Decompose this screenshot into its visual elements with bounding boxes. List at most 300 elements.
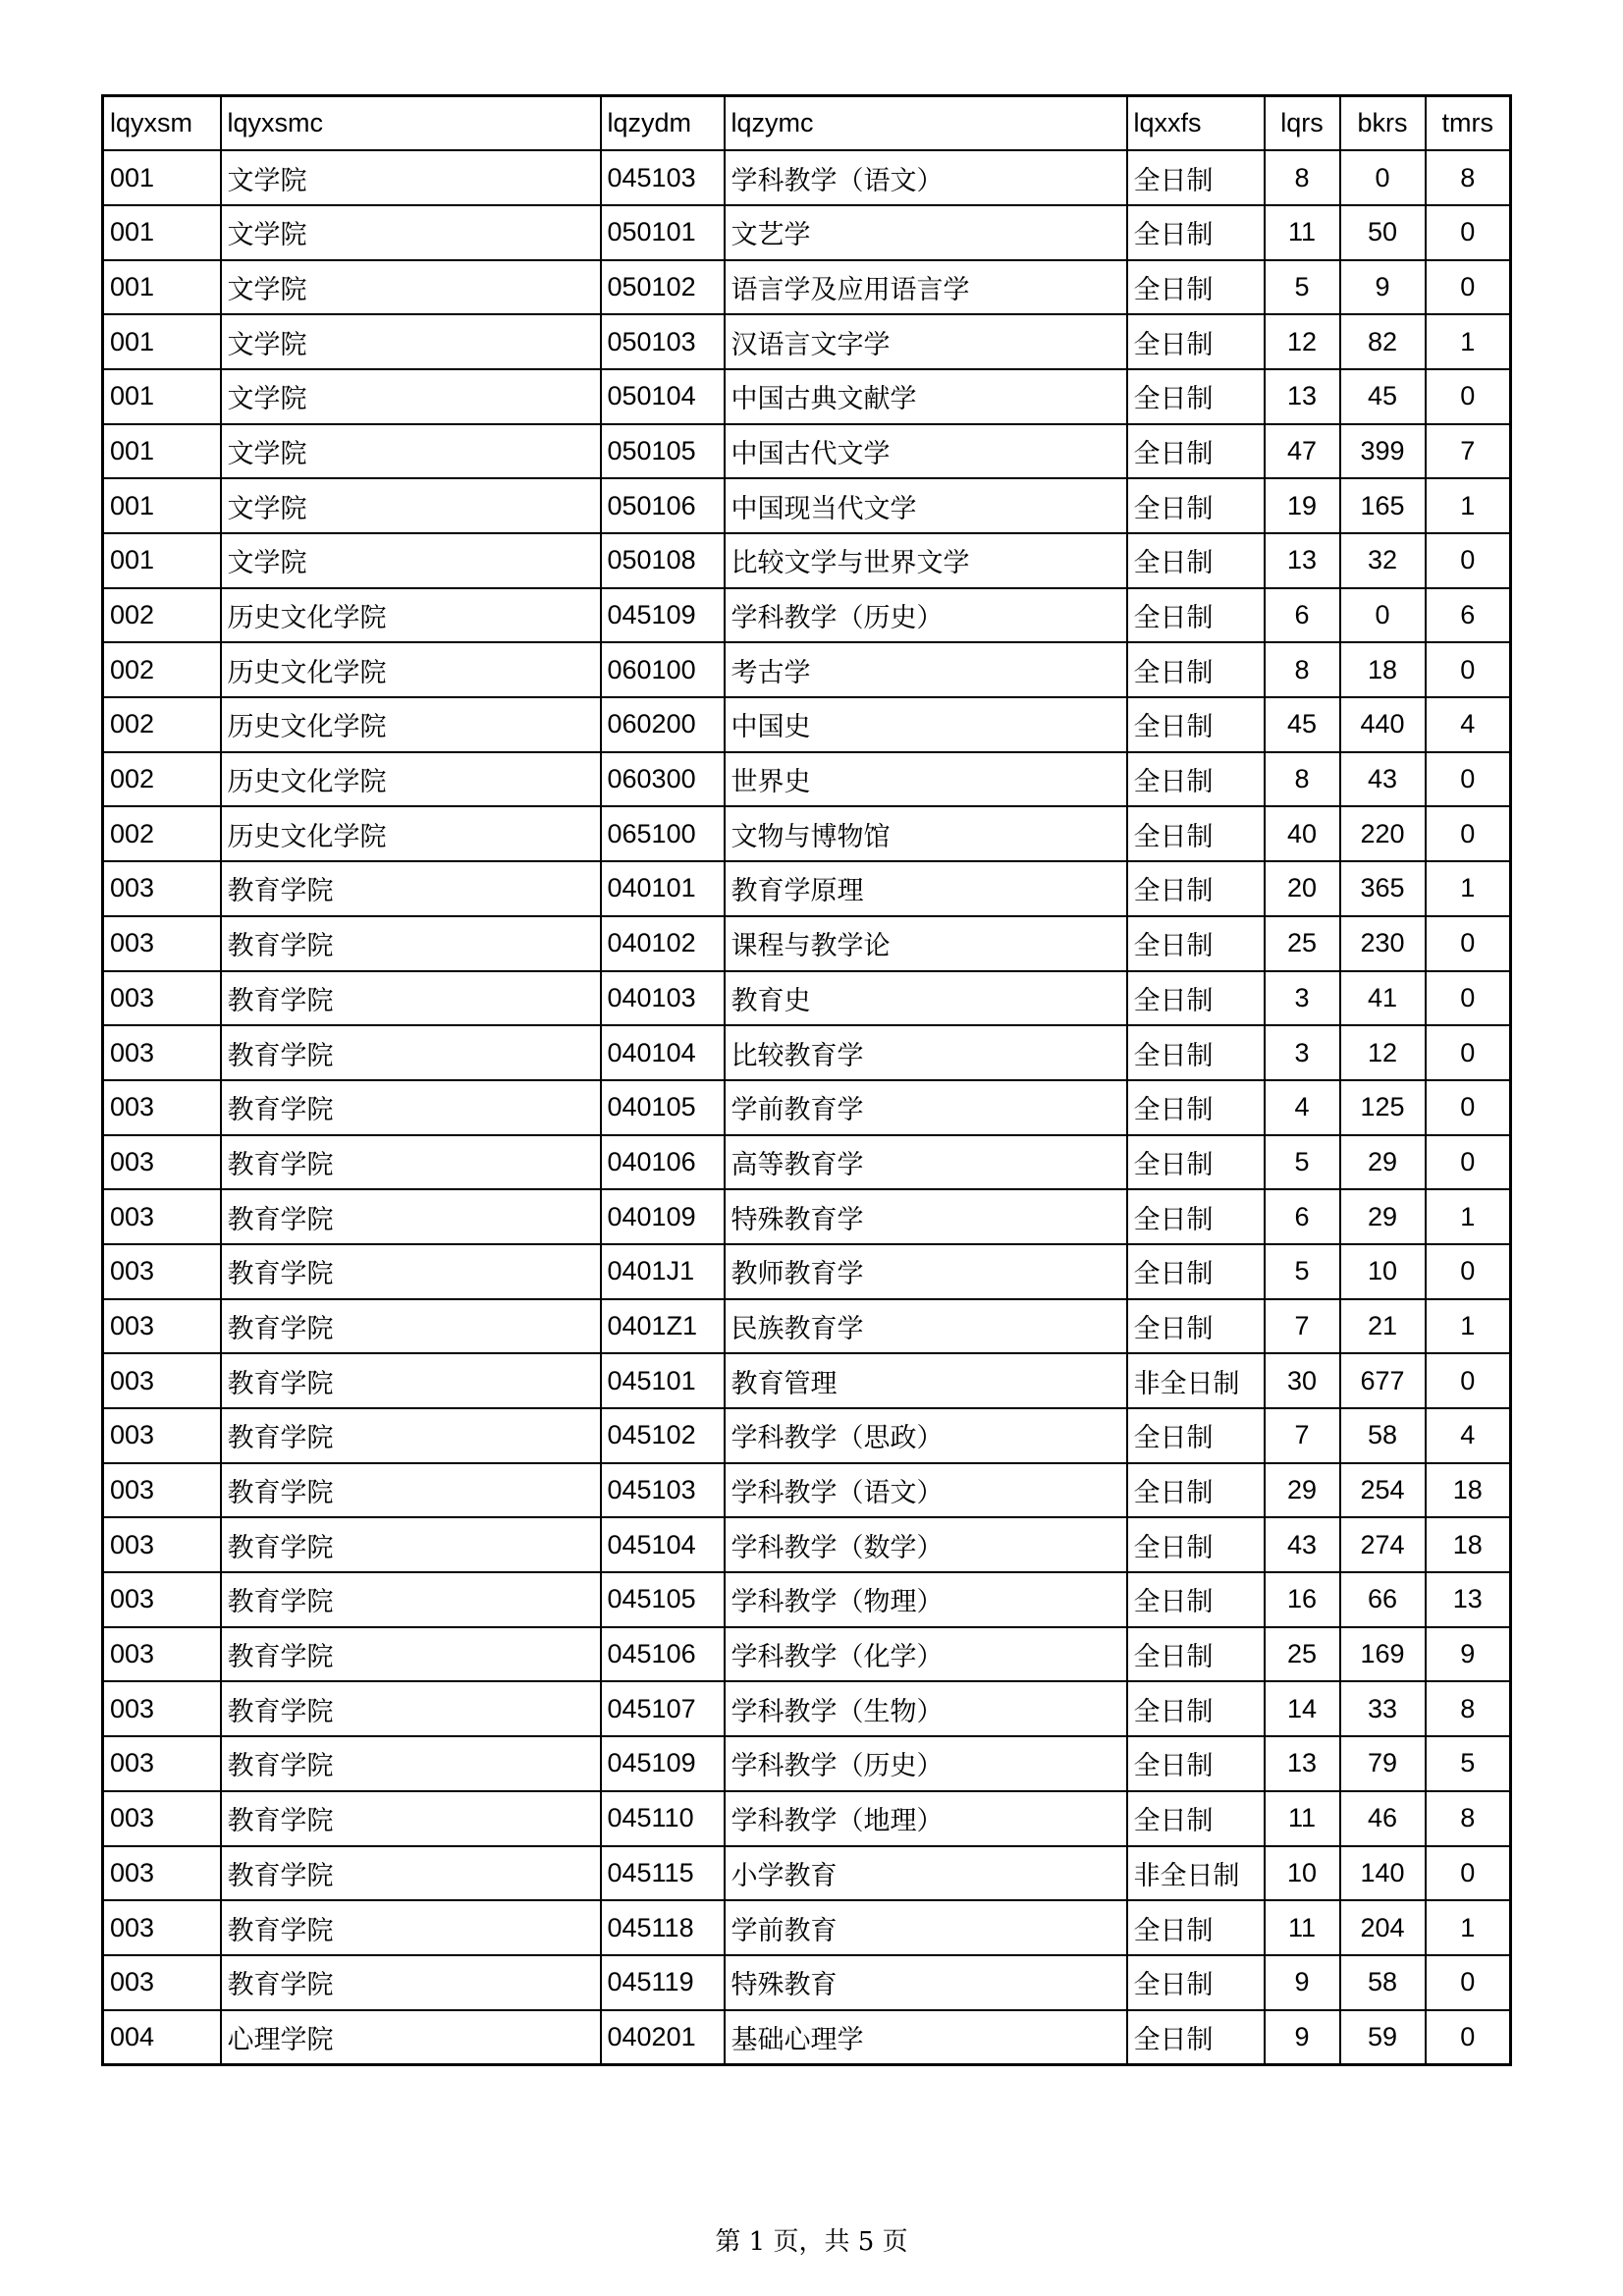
cell-admitted-count: 11 [1265,205,1340,260]
cell-exempt-count: 1 [1426,478,1511,533]
cell-study-mode: 全日制 [1127,205,1265,260]
cell-major-code: 050106 [601,478,725,533]
table-row [103,588,1511,643]
cell-admitted-count: 25 [1265,1627,1340,1682]
cell-study-mode: 全日制 [1127,314,1265,369]
cell-major-code: 045104 [601,1517,725,1572]
table-row [103,1736,1511,1791]
cell-admitted-count: 8 [1265,642,1340,697]
header-cell-lqxxfs: lqxxfs [1127,96,1265,151]
cell-college-name: 文学院 [221,369,601,424]
cell-admitted-count: 43 [1265,1517,1340,1572]
cell-admitted-count: 6 [1265,588,1340,643]
cell-study-mode: 全日制 [1127,1900,1265,1955]
cell-study-mode: 全日制 [1127,2010,1265,2065]
cell-major-name: 教育管理 [725,1353,1127,1408]
admissions-table [101,94,1512,2066]
cell-exempt-count: 0 [1426,971,1511,1026]
cell-major-name: 学科教学（思政） [725,1408,1127,1463]
cell-applicant-count: 204 [1340,1900,1426,1955]
cell-major-name: 中国古代文学 [725,424,1127,479]
header-row [103,96,1511,151]
table-row [103,1517,1511,1572]
cell-applicant-count: 41 [1340,971,1426,1026]
cell-study-mode: 全日制 [1127,1025,1265,1080]
cell-major-code: 045103 [601,1463,725,1518]
cell-major-name: 比较文学与世界文学 [725,533,1127,588]
cell-college-name: 教育学院 [221,1900,601,1955]
cell-applicant-count: 29 [1340,1189,1426,1244]
table-row [103,150,1511,205]
table-row [103,2010,1511,2065]
cell-applicant-count: 82 [1340,314,1426,369]
cell-college-code: 003 [103,1572,221,1627]
cell-admitted-count: 45 [1265,697,1340,752]
cell-applicant-count: 45 [1340,369,1426,424]
cell-college-name: 教育学院 [221,1080,601,1135]
cell-major-code: 040109 [601,1189,725,1244]
cell-applicant-count: 29 [1340,1135,1426,1190]
cell-major-name: 语言学及应用语言学 [725,260,1127,315]
cell-major-code: 045101 [601,1353,725,1408]
cell-exempt-count: 0 [1426,369,1511,424]
cell-major-name: 世界史 [725,752,1127,807]
cell-admitted-count: 16 [1265,1572,1340,1627]
cell-study-mode: 全日制 [1127,1299,1265,1354]
cell-study-mode: 全日制 [1127,588,1265,643]
cell-admitted-count: 47 [1265,424,1340,479]
header-cell-lqrs: lqrs [1265,96,1340,151]
cell-admitted-count: 30 [1265,1353,1340,1408]
cell-admitted-count: 3 [1265,971,1340,1026]
cell-college-name: 教育学院 [221,1025,601,1080]
cell-major-name: 中国史 [725,697,1127,752]
cell-admitted-count: 13 [1265,533,1340,588]
cell-college-code: 003 [103,916,221,971]
page-footer: 第 1 页，共 5 页 [715,2227,908,2257]
cell-admitted-count: 8 [1265,150,1340,205]
table-row [103,1135,1511,1190]
cell-exempt-count: 0 [1426,1353,1511,1408]
header-cell-lqyxsmc: lqyxsmc [221,96,601,151]
cell-admitted-count: 11 [1265,1791,1340,1846]
cell-college-code: 002 [103,642,221,697]
cell-major-name: 学科教学（历史） [725,588,1127,643]
cell-college-code: 003 [103,1517,221,1572]
cell-college-code: 003 [103,1025,221,1080]
table-row [103,369,1511,424]
cell-study-mode: 全日制 [1127,642,1265,697]
cell-exempt-count: 0 [1426,1846,1511,1901]
cell-major-code: 060300 [601,752,725,807]
cell-study-mode: 全日制 [1127,861,1265,916]
cell-college-name: 历史文化学院 [221,752,601,807]
cell-exempt-count: 0 [1426,2010,1511,2065]
cell-study-mode: 非全日制 [1127,1846,1265,1901]
cell-applicant-count: 12 [1340,1025,1426,1080]
cell-study-mode: 全日制 [1127,1080,1265,1135]
cell-college-name: 教育学院 [221,1135,601,1190]
cell-major-code: 045107 [601,1681,725,1736]
cell-study-mode: 全日制 [1127,1408,1265,1463]
cell-college-name: 文学院 [221,260,601,315]
cell-admitted-count: 14 [1265,1681,1340,1736]
cell-major-code: 045109 [601,588,725,643]
cell-college-code: 003 [103,1736,221,1791]
cell-applicant-count: 220 [1340,806,1426,861]
cell-study-mode: 全日制 [1127,1681,1265,1736]
cell-major-code: 0401Z1 [601,1299,725,1354]
cell-study-mode: 全日制 [1127,478,1265,533]
cell-college-code: 002 [103,806,221,861]
table-row [103,1572,1511,1627]
cell-major-name: 高等教育学 [725,1135,1127,1190]
cell-major-code: 040105 [601,1080,725,1135]
table-row [103,642,1511,697]
cell-college-name: 教育学院 [221,971,601,1026]
cell-applicant-count: 32 [1340,533,1426,588]
cell-major-code: 040106 [601,1135,725,1190]
cell-study-mode: 全日制 [1127,1791,1265,1846]
cell-major-code: 045105 [601,1572,725,1627]
cell-college-name: 文学院 [221,150,601,205]
table-row [103,752,1511,807]
cell-admitted-count: 4 [1265,1080,1340,1135]
cell-major-code: 050108 [601,533,725,588]
cell-applicant-count: 0 [1340,150,1426,205]
header-cell-tmrs: tmrs [1426,96,1511,151]
table-row [103,478,1511,533]
cell-major-name: 基础心理学 [725,2010,1127,2065]
cell-major-name: 文物与博物馆 [725,806,1127,861]
cell-admitted-count: 25 [1265,916,1340,971]
cell-study-mode: 非全日制 [1127,1353,1265,1408]
table-row [103,1244,1511,1299]
cell-admitted-count: 11 [1265,1900,1340,1955]
cell-major-code: 050102 [601,260,725,315]
cell-major-code: 065100 [601,806,725,861]
cell-major-code: 050101 [601,205,725,260]
cell-applicant-count: 254 [1340,1463,1426,1518]
cell-college-code: 003 [103,1353,221,1408]
table-row [103,1080,1511,1135]
cell-college-code: 003 [103,1244,221,1299]
cell-major-name: 教育学原理 [725,861,1127,916]
table-row [103,205,1511,260]
cell-applicant-count: 10 [1340,1244,1426,1299]
cell-college-name: 文学院 [221,533,601,588]
header-cell-lqzydm: lqzydm [601,96,725,151]
cell-study-mode: 全日制 [1127,806,1265,861]
table-row [103,1408,1511,1463]
cell-admitted-count: 12 [1265,314,1340,369]
cell-college-code: 003 [103,1408,221,1463]
cell-applicant-count: 66 [1340,1572,1426,1627]
cell-admitted-count: 40 [1265,806,1340,861]
cell-applicant-count: 18 [1340,642,1426,697]
cell-college-name: 教育学院 [221,1791,601,1846]
cell-major-code: 045115 [601,1846,725,1901]
cell-admitted-count: 5 [1265,260,1340,315]
cell-applicant-count: 169 [1340,1627,1426,1682]
cell-college-name: 教育学院 [221,861,601,916]
table-row [103,1353,1511,1408]
cell-study-mode: 全日制 [1127,424,1265,479]
cell-study-mode: 全日制 [1127,1244,1265,1299]
cell-study-mode: 全日制 [1127,1627,1265,1682]
table-row [103,1791,1511,1846]
cell-admitted-count: 13 [1265,369,1340,424]
cell-major-name: 中国古典文献学 [725,369,1127,424]
cell-college-code: 003 [103,1189,221,1244]
cell-applicant-count: 58 [1340,1955,1426,2010]
cell-applicant-count: 677 [1340,1353,1426,1408]
cell-major-name: 学前教育 [725,1900,1127,1955]
cell-exempt-count: 7 [1426,424,1511,479]
table-row [103,1627,1511,1682]
cell-major-name: 教师教育学 [725,1244,1127,1299]
cell-college-name: 历史文化学院 [221,806,601,861]
table-row [103,1299,1511,1354]
cell-admitted-count: 20 [1265,861,1340,916]
cell-major-name: 教育史 [725,971,1127,1026]
cell-college-code: 001 [103,150,221,205]
cell-major-code: 040101 [601,861,725,916]
cell-college-name: 教育学院 [221,1244,601,1299]
cell-college-name: 教育学院 [221,1353,601,1408]
cell-college-code: 001 [103,205,221,260]
cell-major-name: 汉语言文字学 [725,314,1127,369]
cell-major-name: 学科教学（地理） [725,1791,1127,1846]
cell-college-name: 文学院 [221,205,601,260]
cell-admitted-count: 19 [1265,478,1340,533]
table-row [103,314,1511,369]
cell-exempt-count: 0 [1426,752,1511,807]
table-body [103,150,1511,2064]
cell-college-code: 003 [103,1627,221,1682]
cell-major-name: 特殊教育 [725,1955,1127,2010]
cell-college-name: 教育学院 [221,1681,601,1736]
cell-college-name: 文学院 [221,478,601,533]
table-row [103,1900,1511,1955]
cell-exempt-count: 1 [1426,861,1511,916]
cell-admitted-count: 3 [1265,1025,1340,1080]
cell-college-name: 历史文化学院 [221,697,601,752]
cell-applicant-count: 440 [1340,697,1426,752]
cell-exempt-count: 0 [1426,642,1511,697]
cell-applicant-count: 33 [1340,1681,1426,1736]
cell-major-code: 040102 [601,916,725,971]
cell-college-name: 教育学院 [221,916,601,971]
cell-exempt-count: 1 [1426,1189,1511,1244]
cell-major-code: 060100 [601,642,725,697]
cell-major-code: 045106 [601,1627,725,1682]
cell-college-name: 教育学院 [221,1517,601,1572]
cell-major-name: 民族教育学 [725,1299,1127,1354]
cell-college-name: 教育学院 [221,1955,601,2010]
cell-major-name: 学科教学（历史） [725,1736,1127,1791]
cell-applicant-count: 59 [1340,2010,1426,2065]
cell-study-mode: 全日制 [1127,1736,1265,1791]
cell-major-code: 045103 [601,150,725,205]
cell-study-mode: 全日制 [1127,1517,1265,1572]
cell-applicant-count: 274 [1340,1517,1426,1572]
cell-college-code: 003 [103,971,221,1026]
cell-admitted-count: 10 [1265,1846,1340,1901]
cell-major-code: 045110 [601,1791,725,1846]
cell-college-code: 002 [103,752,221,807]
cell-applicant-count: 21 [1340,1299,1426,1354]
cell-exempt-count: 0 [1426,916,1511,971]
cell-applicant-count: 399 [1340,424,1426,479]
cell-major-name: 中国现当代文学 [725,478,1127,533]
cell-exempt-count: 0 [1426,1135,1511,1190]
cell-major-name: 课程与教学论 [725,916,1127,971]
cell-study-mode: 全日制 [1127,1189,1265,1244]
cell-major-code: 0401J1 [601,1244,725,1299]
cell-applicant-count: 230 [1340,916,1426,971]
table-row [103,971,1511,1026]
cell-applicant-count: 79 [1340,1736,1426,1791]
table-row [103,697,1511,752]
cell-college-name: 教育学院 [221,1463,601,1518]
cell-study-mode: 全日制 [1127,533,1265,588]
cell-college-code: 003 [103,1299,221,1354]
table-row [103,1189,1511,1244]
cell-college-code: 001 [103,260,221,315]
cell-study-mode: 全日制 [1127,971,1265,1026]
cell-major-code: 045119 [601,1955,725,2010]
cell-exempt-count: 9 [1426,1627,1511,1682]
cell-major-code: 045118 [601,1900,725,1955]
header-cell-bkrs: bkrs [1340,96,1426,151]
cell-applicant-count: 50 [1340,205,1426,260]
table-row [103,806,1511,861]
cell-major-code: 040103 [601,971,725,1026]
cell-college-name: 文学院 [221,314,601,369]
cell-college-code: 002 [103,697,221,752]
table-row [103,1681,1511,1736]
cell-applicant-count: 365 [1340,861,1426,916]
cell-applicant-count: 165 [1340,478,1426,533]
cell-applicant-count: 9 [1340,260,1426,315]
table-row [103,260,1511,315]
cell-exempt-count: 1 [1426,1900,1511,1955]
cell-applicant-count: 46 [1340,1791,1426,1846]
cell-exempt-count: 18 [1426,1463,1511,1518]
cell-exempt-count: 4 [1426,1408,1511,1463]
cell-applicant-count: 0 [1340,588,1426,643]
cell-exempt-count: 1 [1426,1299,1511,1354]
cell-exempt-count: 0 [1426,205,1511,260]
cell-college-code: 003 [103,1791,221,1846]
table-row [103,1463,1511,1518]
table-row [103,533,1511,588]
cell-admitted-count: 13 [1265,1736,1340,1791]
cell-major-code: 040201 [601,2010,725,2065]
cell-major-code: 050105 [601,424,725,479]
cell-applicant-count: 140 [1340,1846,1426,1901]
cell-study-mode: 全日制 [1127,1572,1265,1627]
cell-major-name: 小学教育 [725,1846,1127,1901]
table-row [103,1955,1511,2010]
cell-major-name: 学科教学（语文） [725,150,1127,205]
cell-admitted-count: 6 [1265,1189,1340,1244]
cell-major-name: 学科教学（生物） [725,1681,1127,1736]
cell-major-name: 学科教学（数学） [725,1517,1127,1572]
cell-college-code: 003 [103,1135,221,1190]
cell-applicant-count: 58 [1340,1408,1426,1463]
cell-college-name: 文学院 [221,424,601,479]
cell-college-code: 003 [103,1846,221,1901]
cell-major-name: 学科教学（语文） [725,1463,1127,1518]
cell-study-mode: 全日制 [1127,697,1265,752]
cell-exempt-count: 0 [1426,260,1511,315]
cell-exempt-count: 5 [1426,1736,1511,1791]
cell-study-mode: 全日制 [1127,1955,1265,2010]
cell-exempt-count: 8 [1426,150,1511,205]
cell-study-mode: 全日制 [1127,369,1265,424]
cell-exempt-count: 4 [1426,697,1511,752]
cell-major-name: 学前教育学 [725,1080,1127,1135]
cell-major-name: 比较教育学 [725,1025,1127,1080]
cell-study-mode: 全日制 [1127,1135,1265,1190]
cell-college-name: 心理学院 [221,2010,601,2065]
cell-study-mode: 全日制 [1127,916,1265,971]
cell-college-code: 001 [103,533,221,588]
cell-college-code: 004 [103,2010,221,2065]
cell-major-code: 045102 [601,1408,725,1463]
cell-exempt-count: 0 [1426,1025,1511,1080]
cell-exempt-count: 18 [1426,1517,1511,1572]
cell-study-mode: 全日制 [1127,1463,1265,1518]
cell-college-code: 003 [103,1463,221,1518]
cell-study-mode: 全日制 [1127,752,1265,807]
header-cell-lqzymc: lqzymc [725,96,1127,151]
cell-college-code: 003 [103,1080,221,1135]
cell-major-code: 050103 [601,314,725,369]
cell-major-name: 学科教学（化学） [725,1627,1127,1682]
cell-college-name: 历史文化学院 [221,588,601,643]
cell-college-name: 教育学院 [221,1846,601,1901]
cell-college-code: 003 [103,861,221,916]
cell-major-code: 040104 [601,1025,725,1080]
cell-exempt-count: 13 [1426,1572,1511,1627]
cell-exempt-count: 0 [1426,533,1511,588]
cell-major-code: 060200 [601,697,725,752]
cell-college-name: 教育学院 [221,1627,601,1682]
cell-college-name: 历史文化学院 [221,642,601,697]
cell-admitted-count: 9 [1265,1955,1340,2010]
cell-college-code: 001 [103,369,221,424]
table-row [103,861,1511,916]
cell-exempt-count: 0 [1426,1244,1511,1299]
cell-major-code: 045109 [601,1736,725,1791]
cell-college-name: 教育学院 [221,1299,601,1354]
cell-admitted-count: 5 [1265,1135,1340,1190]
table-row [103,1025,1511,1080]
cell-college-name: 教育学院 [221,1572,601,1627]
cell-exempt-count: 6 [1426,588,1511,643]
cell-college-name: 教育学院 [221,1189,601,1244]
table-row [103,916,1511,971]
cell-major-name: 考古学 [725,642,1127,697]
header-cell-lqyxsm: lqyxsm [103,96,221,151]
cell-applicant-count: 125 [1340,1080,1426,1135]
cell-college-code: 003 [103,1955,221,2010]
cell-college-code: 001 [103,478,221,533]
cell-exempt-count: 0 [1426,1080,1511,1135]
